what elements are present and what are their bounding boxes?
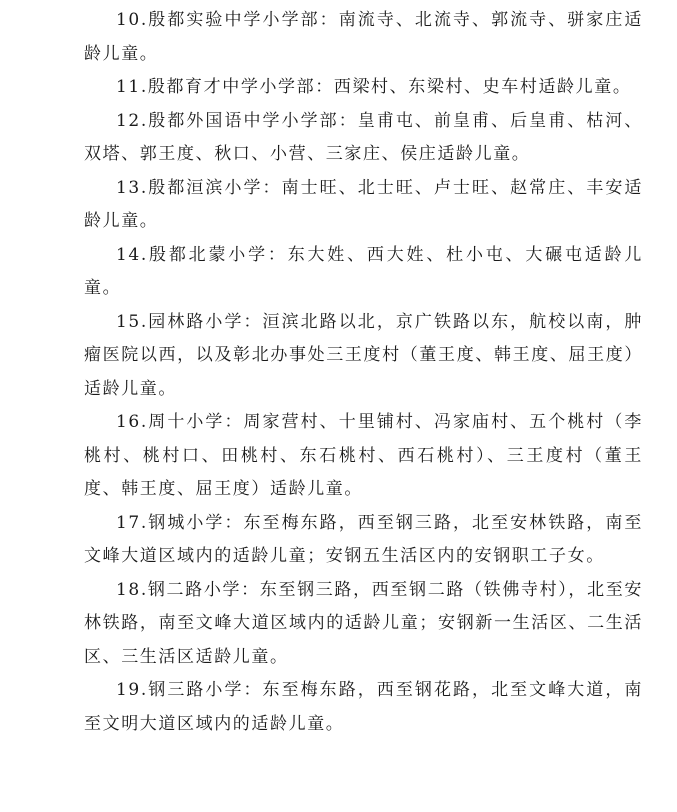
item-number: 19. bbox=[116, 680, 148, 700]
list-item bbox=[84, 172, 643, 239]
item-text: 钢三路小学：东至梅东路，西至钢花路，北至文峰大道，南至文明大道区域内的适龄儿童。 bbox=[84, 680, 643, 734]
item-text: 钢城小学：东至梅东路，西至钢三路，北至安林铁路，南至文峰大道区域内的适龄儿童；安钢五生活区内的安钢职工子女。 bbox=[84, 512, 643, 566]
item-number: 18. bbox=[116, 579, 148, 600]
item-text: 周十小学：周家营村、十里铺村、冯家庙村、五个桃村（李桃村、桃村口、田桃村、东石桃村、西石桃村）、三王度村（董王度、韩王度、屈王度）适龄儿童。 bbox=[84, 412, 643, 499]
list-item bbox=[84, 71, 643, 105]
item-text: 殷都实验中学小学部：南流寺、北流寺、郭流寺、骈家庄适龄儿童。 bbox=[84, 10, 643, 64]
list-item bbox=[84, 4, 643, 71]
item-number: 13. bbox=[116, 177, 148, 198]
item-text: 钢二路小学：东至钢三路，西至钢二路（铁佛寺村），北至安林铁路，南至文峰大道区域内的适龄儿童；安钢新一生活区、二生活区、三生活区适龄儿童。 bbox=[84, 579, 643, 667]
item-number: 15. bbox=[116, 311, 148, 332]
item-text: 殷都外国语中学小学部：皇甫屯、前皇甫、后皇甫、枯河、双塔、郭王度、秋口、小营、三家庄、侯庄适龄儿童。 bbox=[84, 110, 643, 164]
list-item bbox=[84, 507, 643, 574]
item-number: 12. bbox=[116, 110, 148, 131]
list-item bbox=[84, 406, 643, 507]
item-number: 16. bbox=[116, 412, 148, 432]
list-item bbox=[84, 574, 643, 675]
list-item bbox=[84, 239, 643, 306]
item-number: 17. bbox=[116, 512, 148, 533]
item-text: 殷都北蒙小学：东大姓、西大姓、杜小屯、大碾屯适龄儿童。 bbox=[84, 244, 643, 298]
list-item bbox=[84, 674, 643, 741]
item-number: 10. bbox=[116, 10, 148, 30]
item-text: 殷都育才中学小学部：西梁村、东梁村、史车村适龄儿童。 bbox=[147, 77, 632, 97]
item-number: 14. bbox=[116, 244, 148, 265]
list-item bbox=[84, 306, 643, 407]
item-text: 殷都洹滨小学：南士旺、北士旺、卢士旺、赵常庄、丰安适龄儿童。 bbox=[84, 177, 643, 231]
item-text: 园林路小学：洹滨北路以北，京广铁路以东，航校以南，肿瘤医院以西，以及彰北办事处三王度村（董王度、韩王度、屈王度）适龄儿童。 bbox=[84, 311, 643, 399]
list-item bbox=[84, 105, 643, 172]
item-number: 11. bbox=[116, 77, 148, 97]
